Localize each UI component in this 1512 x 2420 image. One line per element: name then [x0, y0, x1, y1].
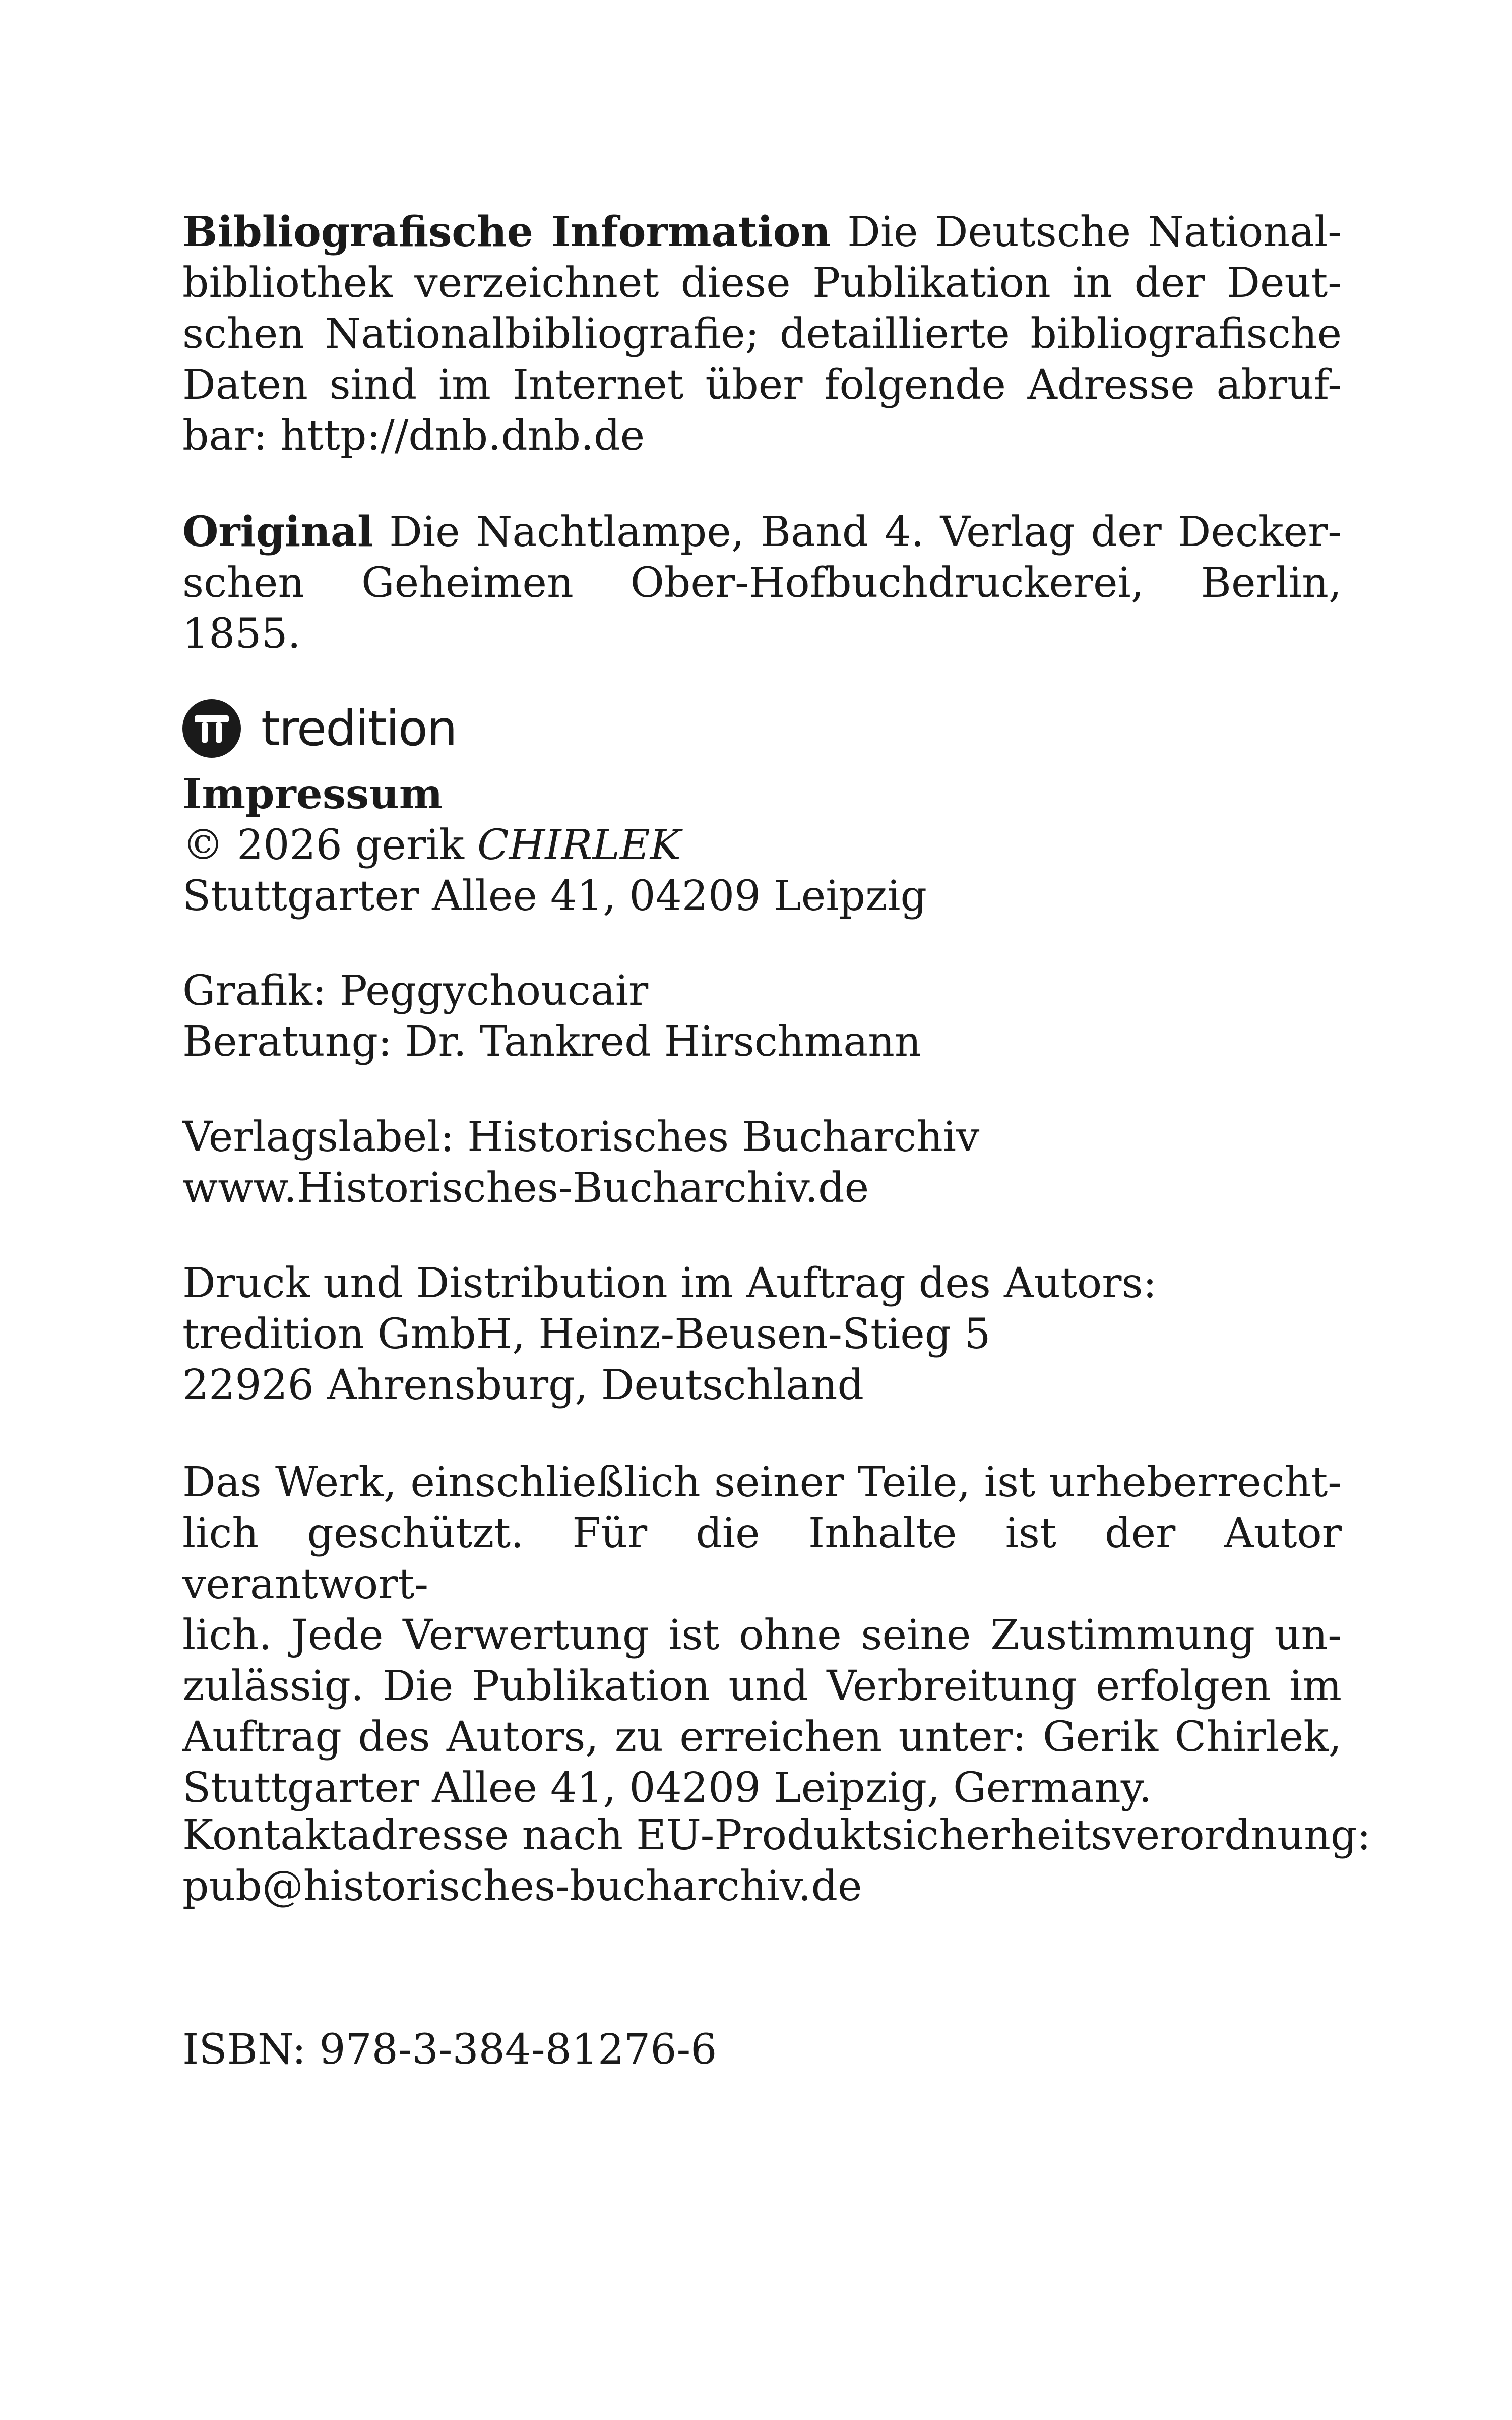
- credits: [182, 965, 1342, 1067]
- original-edition: [182, 507, 1342, 659]
- verlagslabel: Verlagslabel: Historisches Bucharchiv: [182, 1113, 980, 1161]
- contact-line-1: Kontaktadresse nach EU-Produktsicherheitsverordnung:: [182, 1811, 1371, 1859]
- rights-line-5: Auftrag des Autors, zu erreichen unter: Gerik Chirlek,: [182, 1713, 1342, 1761]
- credit-grafik: Grafik: Peggychoucair: [182, 967, 649, 1015]
- isbn-number: ISBN: 978-3-384-81276-6: [182, 2026, 717, 2074]
- tredition-logo-glyph: [192, 708, 232, 749]
- bibliographic-line-4: Daten sind im Internet über folgende Adresse abruf-: [182, 361, 1342, 409]
- rights-line-4: zulässig. Die Publikation und Verbreitung erfolgen im: [182, 1662, 1342, 1710]
- publisher-website: www.Historisches-Bucharchiv.de: [182, 1164, 869, 1212]
- original-line-2: schen Geheimen Ober-Hofbuchdruckerei, Berlin, 1855.: [182, 559, 1342, 658]
- bibliographic-line-1: Die Deutsche National-: [830, 208, 1342, 256]
- druck-line-3: 22926 Ahrensburg, Deutschland: [182, 1361, 864, 1409]
- tredition-logo-icon: [182, 699, 241, 758]
- rights-line-1: Das Werk, einschließlich seiner Teile, ist urheberrecht-: [182, 1459, 1342, 1506]
- publisher-label: [182, 1112, 1342, 1214]
- bibliographic-information: [182, 207, 1342, 461]
- rights-line-3: lich. Jede Verwertung ist ohne seine Zustimmung un-: [182, 1611, 1342, 1659]
- copyright-prefix: © 2026 gerik: [182, 821, 478, 869]
- druck-line-1: Druck und Distribution im Auftrag des Autors:: [182, 1259, 1157, 1307]
- copyright-notice: [182, 1457, 1342, 1813]
- bibliographic-line-2: bibliothek verzeichnet diese Publikation in der Deut-: [182, 259, 1342, 307]
- contact-address: [182, 1810, 1371, 1912]
- rights-line-2: lich geschützt. Für die Inhalte ist der Autor verantwort-: [182, 1509, 1342, 1608]
- tredition-logo: [182, 698, 457, 759]
- isbn: [182, 2024, 1342, 2075]
- tredition-logo-text: tredition: [261, 700, 457, 757]
- contact-email: pub@historisches-bucharchiv.de: [182, 1862, 862, 1910]
- print-distribution: [182, 1258, 1342, 1411]
- original-heading: Original: [182, 508, 373, 556]
- impressum-heading: Impressum: [182, 770, 443, 818]
- original-line-1: Die Nachtlampe, Band 4. Verlag der Decker-: [373, 508, 1342, 556]
- bibliographic-heading: Bibliografische Information: [182, 208, 831, 256]
- impressum-address: Stuttgarter Allee 41, 04209 Leipzig: [182, 872, 927, 920]
- bibliographic-line-3: schen Nationalbibliografie; detaillierte bibliografische: [182, 310, 1342, 358]
- credit-beratung: Beratung: Dr. Tankred Hirschmann: [182, 1018, 921, 1066]
- rights-line-6: Stuttgarter Allee 41, 04209 Leipzig, Germany.: [182, 1764, 1152, 1812]
- copyright-name: CHIRLEK: [477, 821, 681, 869]
- impressum: [182, 769, 1342, 922]
- bibliographic-line-5: bar: http://dnb.dnb.de: [182, 412, 645, 460]
- druck-line-2: tredition GmbH, Heinz-Beusen-Stieg 5: [182, 1310, 991, 1358]
